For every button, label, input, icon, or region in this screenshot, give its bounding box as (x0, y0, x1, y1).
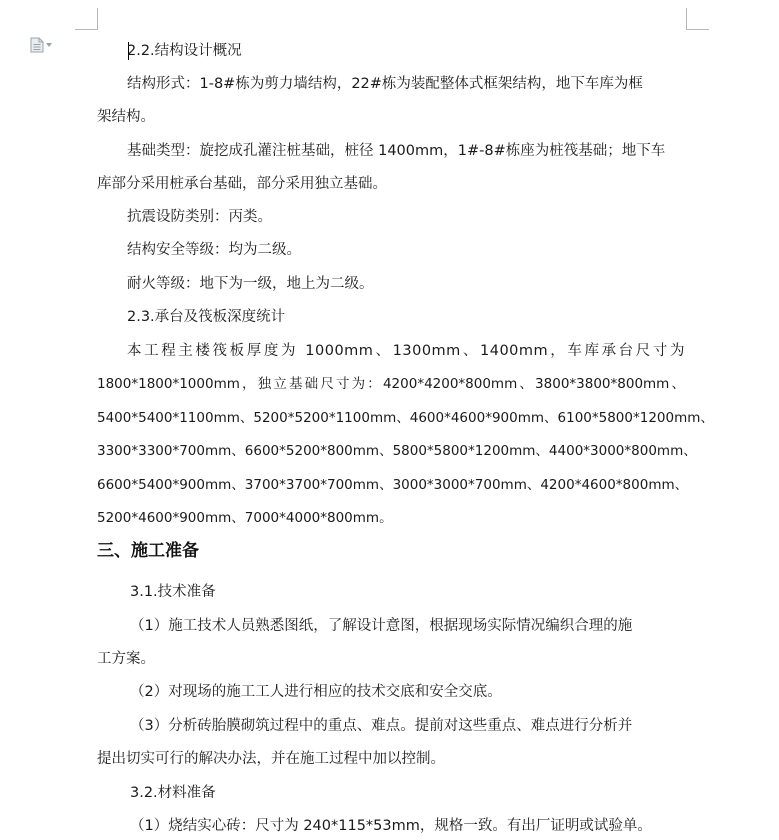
paragraph-line: 结构安全等级：均为二级。 (127, 242, 301, 258)
paragraph-line: 5200*4600*900mm、7000*4000*800mm。 (97, 510, 393, 526)
paragraph-line: 6600*5400*900mm、3700*3700*700mm、3000*3000*700mm、4200*4600*800mm、 (97, 477, 689, 493)
crop-mark-top-right (686, 8, 687, 30)
paragraph-line: 提出切实可行的解决办法，并在施工过程中加以控制。 (97, 751, 445, 767)
crop-mark-top-left (97, 8, 98, 30)
list-item: （1）施工技术人员熟悉图纸，了解设计意图，根据现场实际情况编织合理的施 (130, 618, 633, 634)
paragraph-line: 1800*1800*1000mm，独立基础尺寸为：4200*4200*800mm、3800*3800*800mm、 (97, 376, 685, 392)
paragraph-line: 架结构。 (97, 109, 155, 125)
document-icon[interactable] (30, 37, 58, 53)
paragraph-line: 库部分采用桩承台基础，部分采用独立基础。 (97, 176, 387, 192)
section-heading-2-2: 2.2.结构设计概况 (127, 43, 242, 59)
paragraph-line: 5400*5400*1100mm、5200*5200*1100mm、4600*4600*900mm、6100*5800*1200mm、 (97, 410, 714, 426)
paragraph-line: 结构形式：1-8#栋为剪力墙结构，22#栋为装配整体式框架结构，地下车库为框 (127, 76, 643, 92)
list-item: （3）分析砖胎膜砌筑过程中的重点、难点。提前对这些重点、难点进行分析并 (130, 718, 633, 734)
crop-mark-top-right-horizontal (686, 29, 709, 30)
section-heading-3-2: 3.2.材料准备 (130, 785, 216, 801)
paragraph-line: 抗震设防类别：丙类。 (127, 209, 272, 225)
crop-mark-top-left-horizontal (75, 29, 98, 30)
list-item: （2）对现场的施工工人进行相应的技术交底和安全交底。 (130, 684, 502, 700)
paragraph-line: 工方案。 (97, 651, 155, 667)
list-item: （1）烧结实心砖：尺寸为 240*115*53mm，规格一致。有出厂证明或试验单。 (130, 818, 652, 834)
chevron-down-icon (46, 43, 52, 47)
paragraph-line: 基础类型：旋挖成孔灌注桩基础，桩径 1400mm，1#-8#栋座为桩筏基础；地下车 (127, 143, 666, 159)
paragraph-line: 3300*3300*700mm、6600*5200*800mm、5800*5800*1200mm、4400*3000*800mm、 (97, 443, 697, 459)
paragraph-line: 本工程主楼筏板厚度为 1000mm、1300mm、1400mm，车库承台尺寸为 (127, 343, 685, 359)
page-icon (30, 37, 44, 53)
chapter-heading-3: 三、施工准备 (97, 541, 199, 561)
paragraph-line: 耐火等级：地下为一级，地上为二级。 (127, 276, 374, 292)
section-heading-2-3: 2.3.承台及筏板深度统计 (127, 309, 286, 325)
section-heading-3-1: 3.1.技术准备 (130, 584, 216, 600)
